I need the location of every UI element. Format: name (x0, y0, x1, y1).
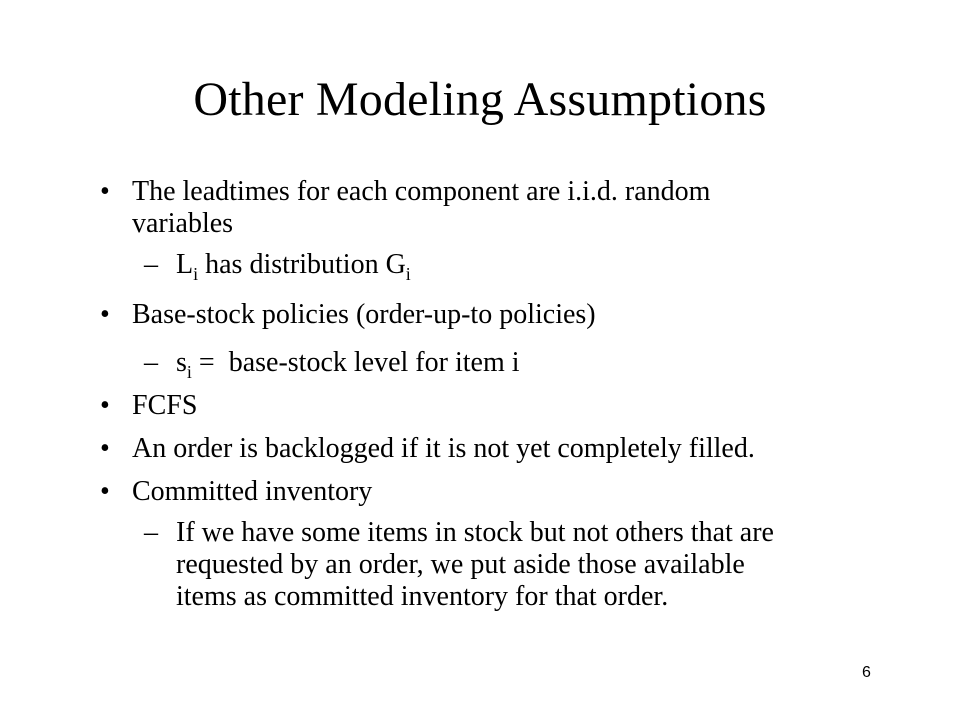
sub-bullet-text (176, 347, 520, 382)
bullet-marker: • (100, 390, 110, 421)
bullet-item-base-stock (100, 299, 920, 331)
sub-bullet-text-line: requested by an order, we put aside those available (176, 549, 745, 580)
dash-marker: – (144, 249, 158, 280)
bullet-text-line: Base-stock policies (order-up-to policies) (132, 299, 596, 330)
bullet-list (100, 176, 920, 613)
bullet-item-leadtimes (100, 176, 920, 240)
bullet-text-line: variables (132, 208, 234, 239)
sub-bullet-text-line: If we have some items in stock but not others that are (176, 517, 774, 548)
sub-bullet-item-base-stock-level (100, 347, 920, 382)
bullet-text-line: An order is backlogged if it is not yet completely filled. (132, 433, 755, 464)
var-l: L (176, 249, 194, 280)
bullet-item-fcfs (100, 390, 920, 422)
subscript-i: i (186, 362, 192, 382)
var-s: s (176, 347, 187, 378)
bullet-text-line: FCFS (132, 390, 198, 421)
text-base-stock-level: = base-stock level for item i (191, 347, 520, 378)
sub-bullet-item-put-aside (100, 517, 920, 613)
text-has-distribution: has distribution G (198, 249, 406, 280)
subscript-i: i (405, 264, 411, 284)
bullet-marker: • (100, 476, 110, 507)
dash-marker: – (144, 347, 158, 378)
bullet-marker: • (100, 433, 110, 464)
page-number: 6 (862, 664, 871, 681)
bullet-marker: • (100, 299, 110, 330)
sub-bullet-text (176, 249, 411, 284)
bullet-item-backlogged (100, 433, 920, 465)
bullet-text-line: Committed inventory (132, 476, 373, 507)
sub-bullet-text-line: items as committed inventory for that order. (176, 581, 669, 612)
bullet-text-line: The leadtimes for each component are i.i.d. random (132, 176, 711, 207)
bullet-marker: • (100, 176, 110, 207)
bullet-item-committed-inventory (100, 476, 920, 508)
sub-bullet-item-distribution (100, 249, 920, 284)
dash-marker: – (144, 517, 158, 548)
slide-title: Other Modeling Assumptions (193, 73, 767, 126)
subscript-i: i (193, 264, 199, 284)
